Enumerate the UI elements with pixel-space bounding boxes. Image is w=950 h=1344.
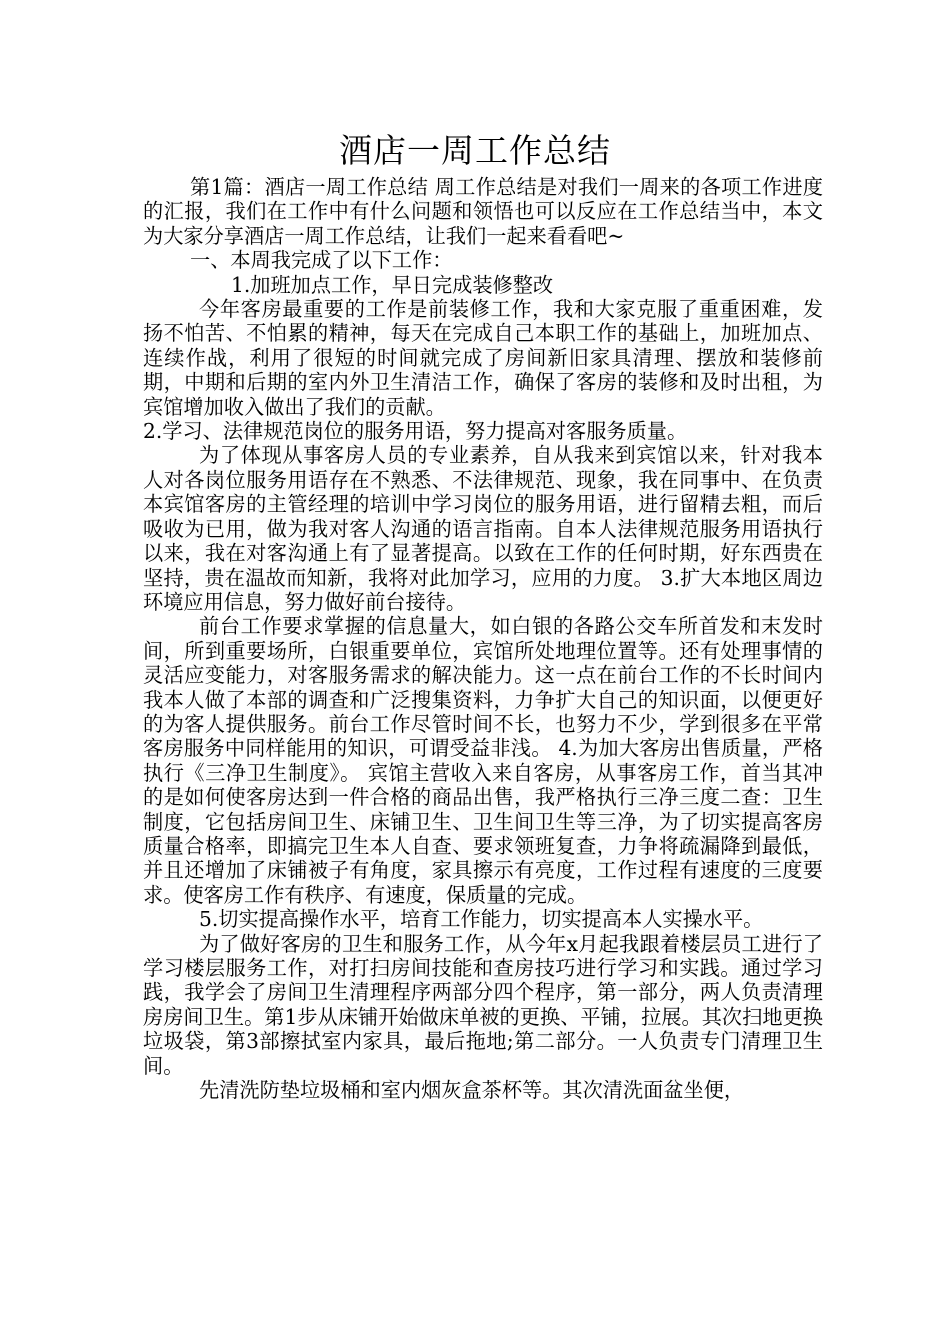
document-title: 酒店一周工作总结: [339, 131, 611, 170]
item-heading-5: 5.切实提高操作水平，培育工作能力，切实提高本人实操水平。: [199, 907, 764, 932]
paragraph-intro: 第1篇：酒店一周工作总结 周工作总结是对我们一周来的各项工作进度的汇报，我们在工作中有什么问题和领悟也可以反应在工作总结当中，本文为大家分享酒店一周工作总结，让我们一起来看看吧~: [143, 175, 823, 248]
paragraph-floor-service: 为了做好客房的卫生和服务工作，从今年x月起我跟着楼层员工进行了学习楼层服务工作，对打扫房间技能和查房技巧进行学习和实践。通过学习践，我学会了房间卫生清理程序两部分四个程序，第一部分，两人负责清理房房间卫生。第1步从床铺开始做床单被的更换、平铺，拉展。其次扫地更换垃圾袋，第3部擦拭室内家具，最后拖地;第二部分。一人负责专门清理卫生间。: [143, 931, 823, 1078]
section-heading-1: 一、本周我完成了以下工作：: [190, 248, 453, 273]
paragraph-front-desk: 前台工作要求掌握的信息量大，如白银的各路公交车所首发和末发时间，所到重要场所，白银重要单位，宾馆所处地理位置等。还有处理事情的灵活应变能力，对客服务需求的解决能力。这一点在前台工作的不长时间内我本人做了本部的调查和广泛搜集资料，力争扩大自己的知识面，以便更好的为客人提供服务。前台工作尽管时间不长，也努力不少，学到很多在平常客房服务中同样能用的知识，可谓受益非浅。 4.为加大客房出售质量，严格执行《三净卫生制度》。 宾馆主营收入来自客房，从事客房工作，首当其冲的是如何使客房达到一件合格的商品出售，我严格执行三净三度二查：卫生制度，它包括房间卫生、床铺卫生、卫生间卫生等三净，为了切实提高客房质量合格率，即搞完卫生本人自查、要求领班复查，力争将疏漏降到最低，并且还增加了床铺被子有角度，家具擦示有亮度，工作过程有速度的三度要求。使客房工作有秩序、有速度，保质量的完成。: [143, 614, 823, 907]
item-heading-1: 1.加班加点工作，早日完成装修整改: [231, 272, 554, 297]
paragraph-cleaning: 先清洗防垫垃圾桶和室内烟灰盒茶杯等。其次清洗面盆坐便，: [199, 1078, 745, 1103]
paragraph-service-language: 为了体现从事客房人员的专业素养，自从我来到宾馆以来，针对我本人对各岗位服务用语存在不熟悉、不法律规范、现象，我在同事中、在负责本宾馆客房的主管经理的培训中学习岗位的服务用语，进行留精去粗，而后吸收为已用，做为我对客人沟通的语言指南。自本人法律规范服务用语执行以来，我在对客沟通上有了显著提高。以致在工作的任何时期，好东西贵在坚持，贵在温故而知新，我将对此加学习，应用的力度。 3.扩大本地区周边环境应用信息，努力做好前台接待。: [143, 443, 823, 614]
item-heading-2: 2.学习、法律规范岗位的服务用语，努力提高对客服务质量。: [143, 419, 688, 444]
paragraph-renovation: 今年客房最重要的工作是前装修工作，我和大家克服了重重困难，发扬不怕苦、不怕累的精神，每天在完成自己本职工作的基础上，加班加点、连续作战，利用了很短的时间就完成了房间新旧家具清理、摆放和装修前期，中期和后期的室内外卫生清洁工作，确保了客房的装修和及时出租，为宾馆增加收入做出了我们的贡献。: [143, 297, 823, 419]
document-body: [143, 175, 823, 1102]
